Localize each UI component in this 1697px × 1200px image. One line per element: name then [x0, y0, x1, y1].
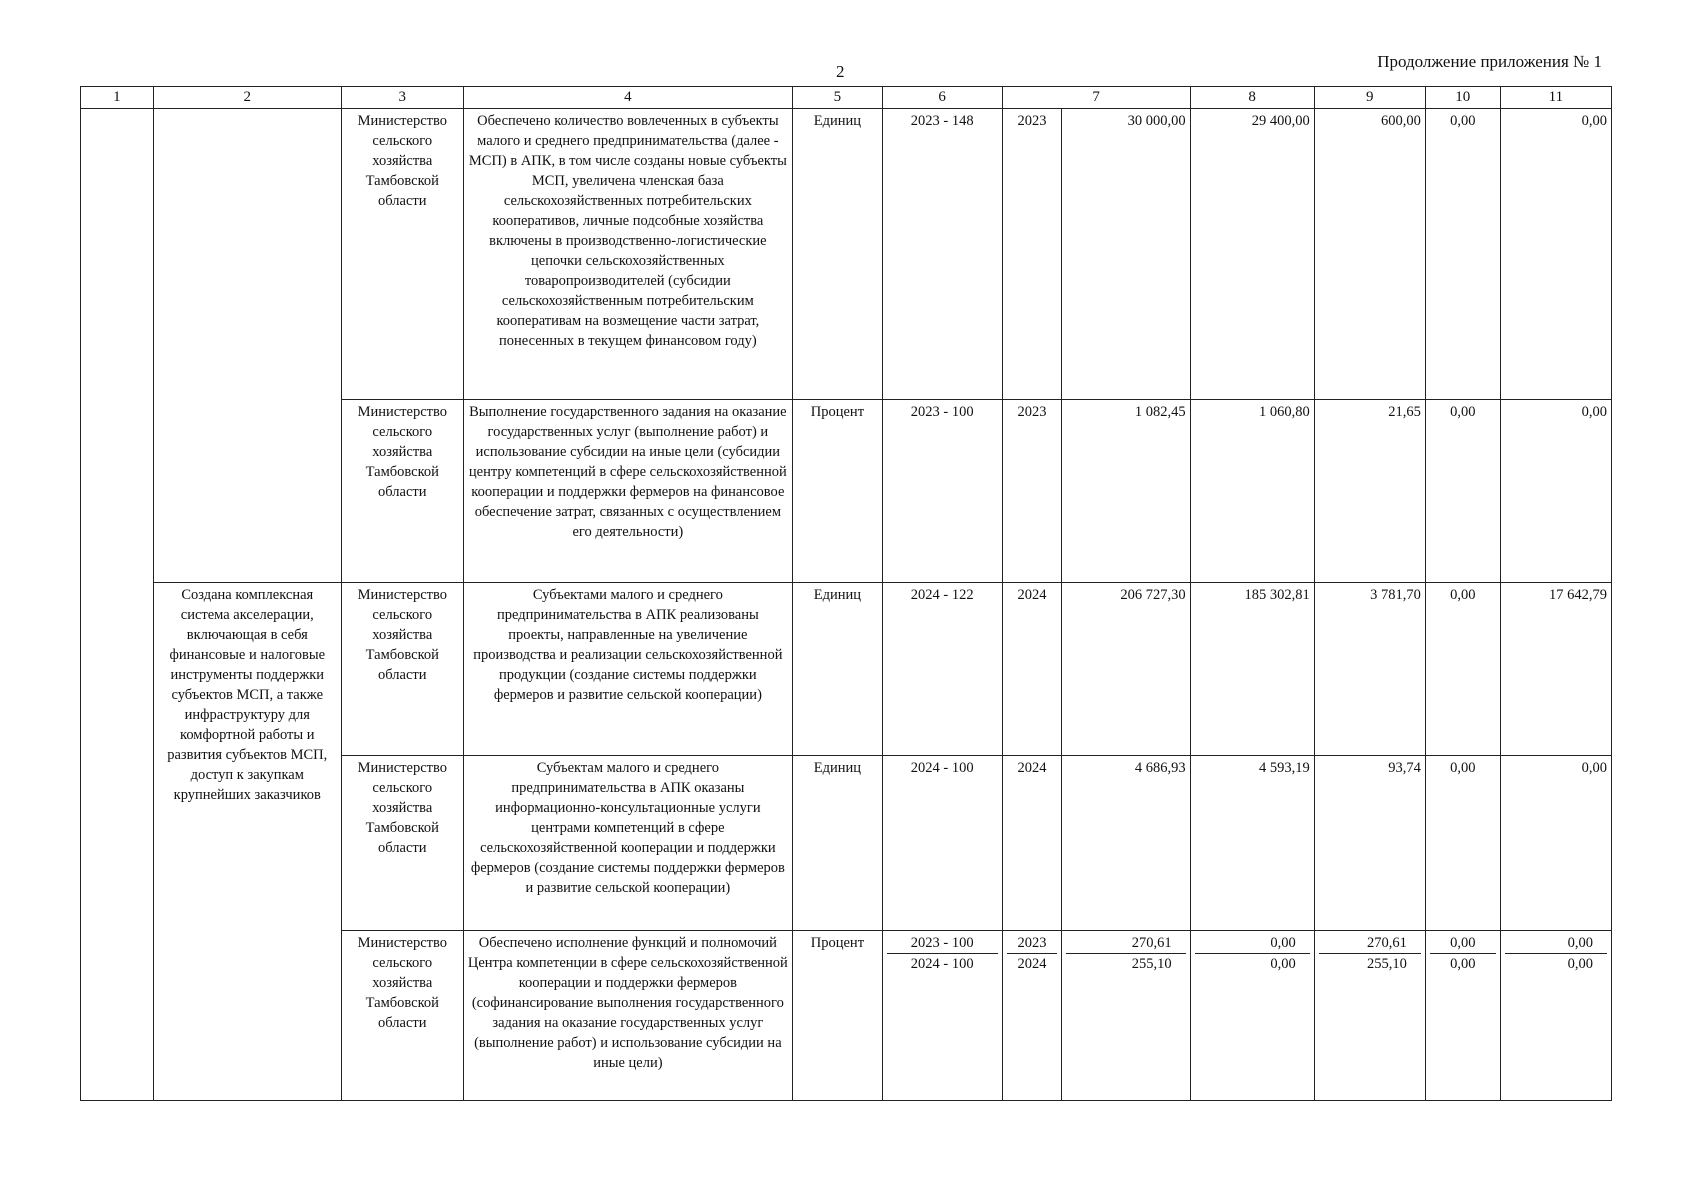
cell-result: Субъектам малого и среднего предпринимательства в АПК оказаны информационно-консультационные услуги центрами компетенций в сфере сельскохозяйственной кооперации и поддержки фермеров (создание системы поддержки фермеров и развитие сельской кооперации) [463, 755, 792, 930]
sub-cell-col11: 0,00 [1567, 955, 1593, 972]
cell-total-split [1062, 930, 1190, 1100]
cell-goal-empty [153, 108, 341, 582]
cell-col8: 4 593,19 [1190, 755, 1314, 930]
cell-target: 2023 - 148 [882, 108, 1002, 399]
cell-result: Выполнение государственного задания на оказание государственных услуг (выполнение работ) и использование субсидии на иные цели (субсидии центру компетенций в сфере сельскохозяйственной кооперации и поддержки фермеров на финансовое обеспечение затрат, связанных с осуществлением его деятельности) [463, 399, 792, 582]
sub-cell-target: 2023 - 100 [887, 933, 998, 954]
page-number: 2 [836, 62, 845, 81]
column-header: 7 [1002, 87, 1190, 109]
cell-unit: Единиц [793, 755, 883, 930]
cell-executor: Министерство сельского хозяйства Тамбовской области [341, 399, 463, 582]
sub-cell-col8: 0,00 [1195, 933, 1310, 954]
cell-col10: 0,00 [1425, 755, 1500, 930]
column-header: 8 [1190, 87, 1314, 109]
cell-year: 2024 [1002, 582, 1062, 755]
column-header: 11 [1500, 87, 1611, 109]
cell-col10-split [1425, 930, 1500, 1100]
appendix-table [80, 86, 1612, 1101]
cell-total: 4 686,93 [1062, 755, 1190, 930]
cell-total: 1 082,45 [1062, 399, 1190, 582]
sub-cell-col10: 0,00 [1450, 955, 1476, 972]
cell-col8: 1 060,80 [1190, 399, 1314, 582]
cell-col8: 185 302,81 [1190, 582, 1314, 755]
sub-cell-col11: 0,00 [1505, 933, 1607, 954]
column-header: 6 [882, 87, 1002, 109]
cell-result: Обеспечено количество вовлеченных в субъекты малого и среднего предпринимательства (далее - МСП) в АПК, в том числе созданы новые субъекты МСП, увеличена членская база сельскохозяйственных потребительских кооперативов, личные подсобные хозяйства включены в производственно-логистические цепочки сельскохозяйственных товаропроизводителей (субсидии сельскохозяйственным потребительским кооперативам на возмещение части затрат, понесенных в текущем финансовом году) [463, 108, 792, 399]
cell-col8-split [1190, 930, 1314, 1100]
cell-goal: Создана комплексная система акселерации, включающая в себя финансовые и налоговые инструменты поддержки субъектов МСП, а также инфраструктуру для комфортной работы и развития субъектов МСП, доступ к закупкам крупнейших заказчиков [153, 582, 341, 1100]
cell-executor: Министерство сельского хозяйства Тамбовской области [341, 108, 463, 399]
table-header-row [81, 87, 1612, 109]
cell-col11: 0,00 [1500, 108, 1611, 399]
cell-col11: 0,00 [1500, 755, 1611, 930]
cell-executor: Министерство сельского хозяйства Тамбовской области [341, 930, 463, 1100]
table-row [81, 582, 1612, 755]
sub-cell-col10: 0,00 [1430, 933, 1496, 954]
cell-executor: Министерство сельского хозяйства Тамбовской области [341, 755, 463, 930]
cell-target: 2024 - 122 [882, 582, 1002, 755]
cell-result: Субъектами малого и среднего предпринимательства в АПК реализованы проекты, направленные на увеличение производства и реализации сельскохозяйственной продукции (создание системы поддержки фермеров и развитие сельской кооперации) [463, 582, 792, 755]
cell-col10: 0,00 [1425, 399, 1500, 582]
cell-year-split [1002, 930, 1062, 1100]
column-header: 2 [153, 87, 341, 109]
cell-col1 [81, 108, 154, 1100]
cell-unit: Единиц [793, 582, 883, 755]
cell-col8: 29 400,00 [1190, 108, 1314, 399]
cell-year: 2024 [1002, 755, 1062, 930]
cell-col10: 0,00 [1425, 108, 1500, 399]
cell-year: 2023 [1002, 108, 1062, 399]
cell-col11-split [1500, 930, 1611, 1100]
cell-unit: Процент [793, 399, 883, 582]
column-header: 10 [1425, 87, 1500, 109]
column-header: 1 [81, 87, 154, 109]
cell-year: 2023 [1002, 399, 1062, 582]
sub-cell-year: 2024 [1017, 955, 1047, 972]
sub-cell-total: 255,10 [1131, 955, 1172, 972]
cell-executor: Министерство сельского хозяйства Тамбовской области [341, 582, 463, 755]
column-header: 5 [793, 87, 883, 109]
cell-col9: 21,65 [1314, 399, 1425, 582]
cell-target: 2024 - 100 [882, 755, 1002, 930]
appendix-continuation-note: Продолжение приложения № 1 [1377, 52, 1602, 71]
cell-col11: 0,00 [1500, 399, 1611, 582]
cell-col9: 3 781,70 [1314, 582, 1425, 755]
cell-target-split [882, 930, 1002, 1100]
cell-col9-split [1314, 930, 1425, 1100]
column-header: 3 [341, 87, 463, 109]
sub-cell-col9: 270,61 [1319, 933, 1421, 954]
cell-total: 206 727,30 [1062, 582, 1190, 755]
sub-cell-target: 2024 - 100 [910, 955, 974, 972]
cell-result: Обеспечено исполнение функций и полномочий Центра компетенции в сфере сельскохозяйственной кооперации и поддержки фермеров (софинансирование выполнения государственного задания на оказание государственных услуг (выполнение работ) и использование субсидии на иные цели) [463, 930, 792, 1100]
cell-unit: Процент [793, 930, 883, 1100]
cell-col9: 93,74 [1314, 755, 1425, 930]
cell-target: 2023 - 100 [882, 399, 1002, 582]
column-header: 9 [1314, 87, 1425, 109]
cell-col11: 17 642,79 [1500, 582, 1611, 755]
cell-col10: 0,00 [1425, 582, 1500, 755]
column-header: 4 [463, 87, 792, 109]
cell-unit: Единиц [793, 108, 883, 399]
cell-col9: 600,00 [1314, 108, 1425, 399]
cell-total: 30 000,00 [1062, 108, 1190, 399]
sub-cell-total: 270,61 [1066, 933, 1185, 954]
table-row [81, 108, 1612, 399]
sub-cell-year: 2023 [1007, 933, 1058, 954]
sub-cell-col9: 255,10 [1367, 955, 1407, 972]
sub-cell-col8: 0,00 [1270, 955, 1296, 972]
